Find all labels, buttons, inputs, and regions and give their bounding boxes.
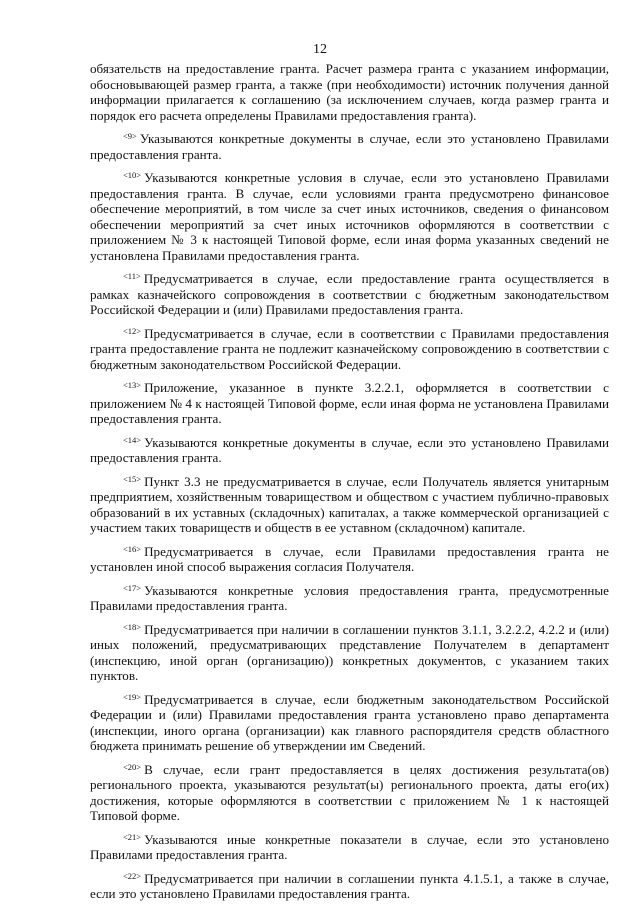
footnote-15 <box>90 474 609 536</box>
footnote-marker: <18> <box>123 621 142 632</box>
footnote-13 <box>90 380 609 427</box>
footnote-marker: <14> <box>123 434 142 445</box>
footnote-marker: <9> <box>123 131 137 141</box>
footnote-marker: <13> <box>123 380 142 390</box>
footnote-text: Пункт 3.3 не предусматривается в случае, если Получатель является унитарным предприятием, хозяйственным товариществом и обществом с участием публично-правовых образований в их уставных (складочных) капиталах, а также коммерческой организацией с участием таких товариществ и обществ в ее уставном (складочном) капитале. <box>90 473 609 535</box>
footnote-text: Указываются конкретные условия предоставления гранта, предусмотренные Правилами предоставления гранта. <box>90 582 609 613</box>
footnote-marker: <20> <box>123 761 142 772</box>
footnote-text: Предусматривается в случае, если бюджетным законодательством Российской Федерации и (или) Правилами предоставления гранта установлено право департамента (инспекции, иного органа (организации) как главного распорядителя средств областного бюджета принимать решение об утверждении им Сведений. <box>90 691 609 753</box>
footnote-marker: <10> <box>123 170 142 180</box>
footnote-marker: <22> <box>123 870 142 881</box>
footnote-17 <box>90 583 609 614</box>
footnote-text: Указываются конкретные условия в случае, если это установлено Правилами предоставления гранта. В случае, если условиями гранта предусмотрено финансовое обеспечение мероприятий, в том числе за счет иных источников, сведения о финансовом обеспечении мероприятий за счет иных источников оформляются в соответствии с приложением № 3 к настоящей Типовой форме, если иная форма указанных сведений не установлена Правилами предоставления гранта. <box>90 170 609 263</box>
footnote-19 <box>90 692 609 754</box>
footnote-marker: <12> <box>123 325 142 336</box>
footnote-marker: <16> <box>123 543 142 554</box>
page-number: 12 <box>313 42 327 57</box>
footnote-marker: <21> <box>123 831 142 842</box>
footnote-11 <box>90 271 609 318</box>
footnote-marker: <19> <box>123 691 142 702</box>
footnote-9 <box>90 131 609 162</box>
footnote-21 <box>90 832 609 863</box>
footnote-12 <box>90 326 609 373</box>
footnote-text: Предусматривается в случае, если в соответствии с Правилами предоставления гранта предоставление гранта не подлежит казначейскому сопровождению в соответствии с бюджетным законодательством Российской Федерации. <box>90 325 609 372</box>
footnote-20 <box>90 762 609 824</box>
footnote-text: Предусматривается в случае, если Правилами предоставления гранта не установлен иной способ выражения согласия Получателя. <box>90 543 609 574</box>
footnote-text: В случае, если грант предоставляется в целях достижения результата(ов) регионального проекта, указываются результат(ы) регионального проекта, даты его(их) достижения, которые оформляются в соответствии с приложением № 1 к настоящей Типовой форме. <box>90 761 609 823</box>
footnote-marker: <11> <box>123 271 141 281</box>
footnote-16 <box>90 544 609 575</box>
footnote-10 <box>90 170 609 263</box>
footnote-22 <box>90 871 609 902</box>
footnote-text: Указываются конкретные документы в случае, если это установлено Правилами предоставления гранта. <box>90 434 609 465</box>
footnote-text: Указываются иные конкретные показатели в случае, если это установлено Правилами предоставления гранта. <box>90 831 609 862</box>
footnote-text: Предусматривается при наличии в соглашении пунктов 3.1.1, 3.2.2.2, 4.2.2 и (или) иных положений, предусматривающих представление Получателем в департамент (инспекцию, иной орган (организацию)) конкретных документов, с указанием таких пунктов. <box>90 621 609 683</box>
footnote-text: Приложение, указанное в пункте 3.2.2.1, оформляется в соответствии с приложением № 4 к настоящей Типовой форме, если иная форма не установлена Правилами предоставления гранта. <box>90 380 609 426</box>
footnote-text: Предусматривается в случае, если предоставление гранта осуществляется в рамках казначейского сопровождения в соответствии с бюджетным законодательством Российской Федерации и (или) Правилами предоставления гранта. <box>90 271 609 317</box>
footnote-marker: <15> <box>123 473 142 484</box>
footnote-14 <box>90 435 609 466</box>
intro-paragraph: обязательств на предоставление гранта. Расчет размера гранта с указанием информации, обосновывающей размер гранта, а также (при необходимости) источник получения данной информации прилагается к соглашению (за исключением случаев, когда размер гранта и порядок его расчета определены Правилами предоставления гранта). <box>90 61 609 123</box>
footnote-text: Предусматривается при наличии в соглашении пункта 4.1.5.1, а также в случае, если это установлено Правилами предоставления гранта. <box>90 870 609 901</box>
footnote-18 <box>90 622 609 684</box>
footnote-text: Указываются конкретные документы в случае, если это установлено Правилами предоставления гранта. <box>90 131 609 162</box>
footnote-marker: <17> <box>123 582 142 593</box>
document-body <box>90 61 609 910</box>
